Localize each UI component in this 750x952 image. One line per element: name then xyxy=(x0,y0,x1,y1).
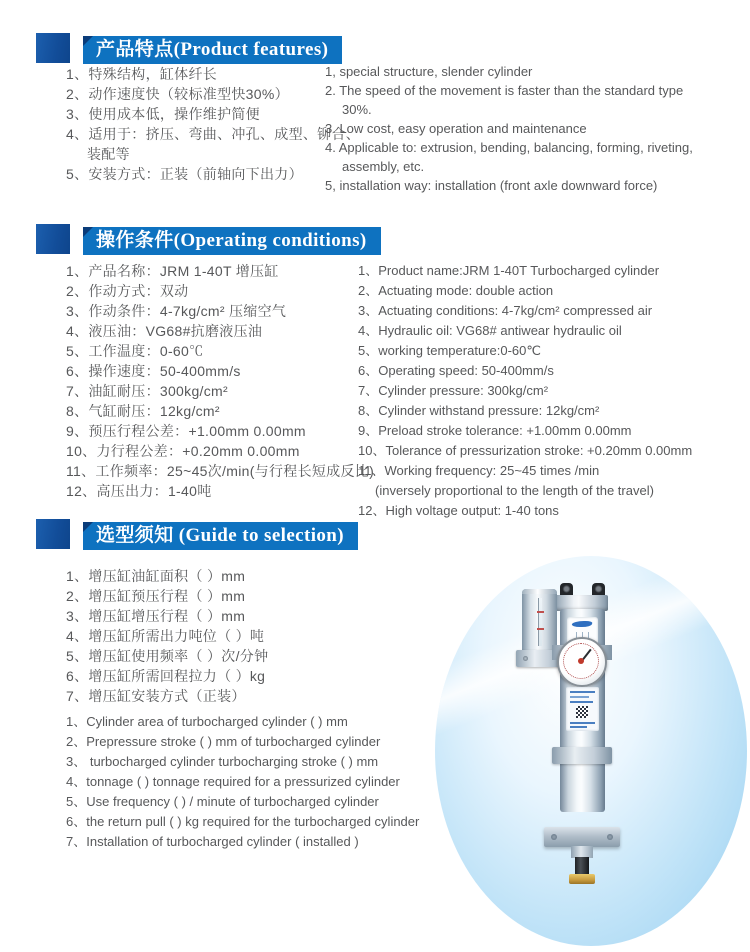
oil-reservoir xyxy=(522,589,557,653)
list-line-text: 5、安装方式：正装（前轴向下出力） xyxy=(66,166,303,182)
list-line xyxy=(358,461,748,481)
list-line xyxy=(66,686,406,706)
section-title-banner-features xyxy=(83,36,342,64)
list-line-text: 5, installation way: installation (front axle downward force) xyxy=(325,178,658,193)
list-line-text: 7、Cylinder pressure: 300kg/cm² xyxy=(358,383,549,398)
list-line-text: 6、Operating speed: 50-400mm/s xyxy=(358,363,554,378)
section-title-banner-conditions xyxy=(83,227,381,255)
list-line-text: 5、工作温度：0-60℃ xyxy=(66,343,204,359)
list-line xyxy=(66,64,358,84)
list-line xyxy=(66,341,396,361)
selection-list-cn xyxy=(66,566,406,706)
list-line xyxy=(66,401,396,421)
list-line-text: 10、Tolerance of pressurization stroke: +0.20mm 0.00mm xyxy=(358,443,693,458)
list-line-text: 4、增压缸所需出力吨位（ ）吨 xyxy=(66,628,265,644)
list-line xyxy=(325,100,725,119)
list-line-text: (inversely proportional to the length of the travel) xyxy=(375,483,654,498)
list-line xyxy=(66,666,406,686)
list-line-text: 4. Applicable to: extrusion, bending, balancing, forming, riveting, xyxy=(325,140,693,155)
list-line xyxy=(325,119,725,138)
list-line-text: 11、工作频率：25~45次/min(与行程长短成反比) xyxy=(66,463,375,479)
list-line-text: 9、预压行程公差：+1.00mm 0.00mm xyxy=(66,423,306,439)
list-line xyxy=(66,281,396,301)
list-line-text: 2、Actuating mode: double action xyxy=(358,283,554,298)
list-line xyxy=(325,157,725,176)
list-line-text: 3、增压缸增压行程（ ）mm xyxy=(66,608,246,624)
list-line xyxy=(358,441,748,461)
list-line-text: 5、增压缸使用频率（ ）次/分钟 xyxy=(66,648,269,664)
list-line xyxy=(66,461,396,481)
list-line xyxy=(358,261,748,281)
list-line-text: 4、适用于：挤压、弯曲、冲孔、成型、铆合、 xyxy=(66,126,361,142)
list-line-text: 3、Actuating conditions: 4-7kg/cm² compressed air xyxy=(358,303,653,318)
list-line xyxy=(66,441,396,461)
list-line xyxy=(66,124,361,144)
list-line-text: 2、Prepressure stroke ( ) mm of turbocharged cylinder xyxy=(66,734,381,749)
list-line-text: 9、Preload stroke tolerance: +1.00mm 0.00mm xyxy=(358,423,632,438)
list-line xyxy=(66,261,396,281)
list-line xyxy=(358,481,748,501)
list-line xyxy=(66,626,406,646)
list-line-text: 2、作动方式：双动 xyxy=(66,283,189,299)
list-line xyxy=(325,81,725,100)
list-line-text: 1, special structure, slender cylinder xyxy=(325,64,533,79)
list-line-text: 3、使用成本低，操作维护简便 xyxy=(66,106,260,122)
list-line-text: 1、Cylinder area of turbocharged cylinder ( ) mm xyxy=(66,714,348,729)
list-line xyxy=(66,832,486,852)
list-line xyxy=(358,281,748,301)
list-line-text: 30%. xyxy=(342,102,372,117)
sight-glass xyxy=(538,598,542,646)
header-accent-square xyxy=(36,224,70,254)
list-line-text: 7、Installation of turbocharged cylinder ( installed ) xyxy=(66,834,359,849)
selection-list-en xyxy=(66,712,486,852)
list-line-text: 1、增压缸油缸面积（ ）mm xyxy=(66,568,246,584)
list-line-text: 1、产品名称：JRM 1-40T 增压缸 xyxy=(66,263,279,279)
mid-clamp-band xyxy=(552,747,612,764)
list-line-text: 12、高压出力：1-40吨 xyxy=(66,483,212,499)
list-line xyxy=(66,421,396,441)
list-line-text: 12、High voltage output: 1-40 tons xyxy=(358,503,559,518)
rod-tip-brass xyxy=(569,874,595,884)
section-title: 产品特点(Product features) xyxy=(96,39,329,60)
list-line xyxy=(66,812,486,832)
list-line xyxy=(66,606,406,626)
list-line-text: 2、动作速度快（较标准型快30%） xyxy=(66,86,289,102)
list-line-text: assembly, etc. xyxy=(342,159,425,174)
list-line-text: 7、增压缸安装方式（正装） xyxy=(66,688,246,704)
list-line xyxy=(66,144,358,164)
features-list-cn xyxy=(66,64,361,184)
list-line xyxy=(358,341,748,361)
list-line-text: 装配等 xyxy=(87,146,130,162)
list-line-text: 4、tonnage ( ) tonnage required for a pressurized cylinder xyxy=(66,774,400,789)
list-line xyxy=(66,164,358,184)
list-line xyxy=(358,501,748,521)
list-line xyxy=(358,321,748,341)
list-line xyxy=(66,732,486,752)
list-line xyxy=(66,792,486,812)
conditions-list-en xyxy=(358,261,748,521)
conditions-list-cn xyxy=(66,261,396,501)
section-title: 操作条件(Operating conditions) xyxy=(96,230,367,251)
list-line-text: 2、增压缸预压行程（ ）mm xyxy=(66,588,246,604)
list-line xyxy=(66,84,358,104)
list-line-text: 8、Cylinder withstand pressure: 12kg/cm² xyxy=(358,403,600,418)
list-line xyxy=(66,381,396,401)
list-line-text: 8、气缸耐压：12kg/cm² xyxy=(66,403,220,419)
features-list-en xyxy=(325,62,725,195)
mounting-flange xyxy=(544,827,620,847)
list-line-text: 3、作动条件：4-7kg/cm² 压缩空气 xyxy=(66,303,287,319)
list-line xyxy=(325,62,725,81)
list-line-text: 5、working temperature:0-60℃ xyxy=(358,343,541,358)
list-line-text: 1、Product name:JRM 1-40T Turbocharged cylinder xyxy=(358,263,660,278)
list-line xyxy=(358,361,748,381)
list-line-text: 6、操作速度：50-400mm/s xyxy=(66,363,241,379)
list-line xyxy=(66,752,486,772)
list-line xyxy=(66,104,358,124)
list-line xyxy=(66,301,396,321)
list-line-text: 10、力行程公差：+0.20mm 0.00mm xyxy=(66,443,300,459)
list-line xyxy=(66,586,406,606)
gauge-tick-ring xyxy=(563,643,599,679)
list-line xyxy=(66,712,486,732)
list-line xyxy=(358,421,748,441)
list-line xyxy=(66,772,486,792)
list-line xyxy=(358,401,748,421)
product-photo xyxy=(518,583,628,889)
spec-sticker xyxy=(566,687,599,731)
list-line xyxy=(66,481,396,501)
list-line xyxy=(66,566,406,586)
list-line xyxy=(358,381,748,401)
list-line-text: 3、 turbocharged cylinder turbocharging stroke ( ) mm xyxy=(66,754,379,769)
list-line xyxy=(325,138,725,157)
list-line xyxy=(66,646,406,666)
list-line xyxy=(358,301,748,321)
list-line-text: 1、特殊结构，缸体纤长 xyxy=(66,66,218,82)
list-line-text: 5、Use frequency ( ) / minute of turbocharged cylinder xyxy=(66,794,379,809)
list-line xyxy=(66,361,396,381)
section-title-banner-selection xyxy=(83,522,358,550)
qr-code xyxy=(576,706,588,718)
list-line-text: 4、Hydraulic oil: VG68# antiwear hydraulic oil xyxy=(358,323,622,338)
header-accent-square xyxy=(36,519,70,549)
header-accent-square xyxy=(36,33,70,63)
list-line xyxy=(66,321,396,341)
list-line-text: 3. Low cost, easy operation and maintenance xyxy=(325,121,587,136)
list-line xyxy=(325,176,725,195)
section-title: 选型须知 (Guide to selection) xyxy=(96,525,345,546)
list-line-text: 7、油缸耐压：300kg/cm² xyxy=(66,383,228,399)
list-line-text: 6、增压缸所需回程拉力（ ）kg xyxy=(66,668,266,684)
list-line-text: 4、液压油：VG68#抗磨液压油 xyxy=(66,323,263,339)
list-line-text: 2. The speed of the movement is faster than the standard type xyxy=(325,83,684,98)
list-line-text: 6、the return pull ( ) kg required for the turbocharged cylinder xyxy=(66,814,420,829)
list-line-text: 11、Working frequency: 25~45 times /min xyxy=(358,463,600,478)
